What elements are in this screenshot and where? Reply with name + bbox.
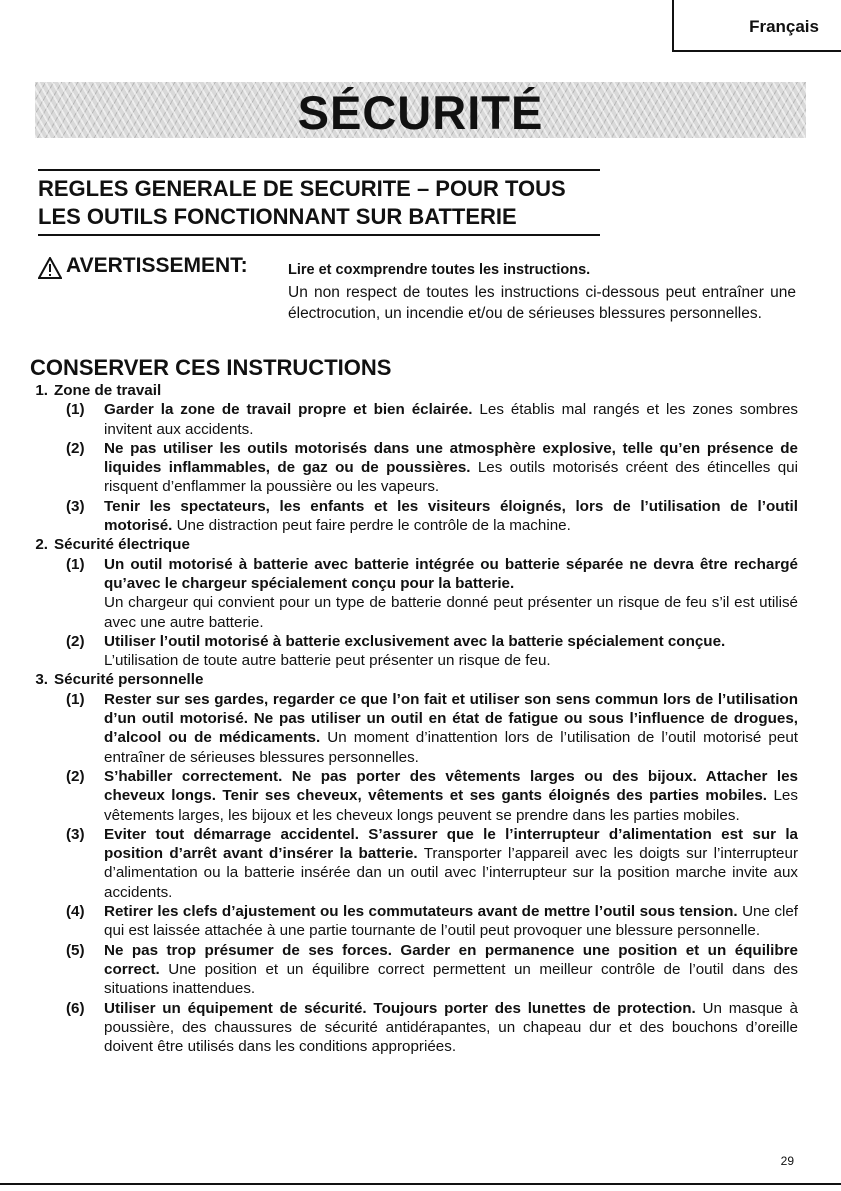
item-text: Les vêtements larges, les bijoux et les cheveux longs peuvent se prendre dans les parties mobiles. bbox=[104, 787, 798, 824]
language-label: Français bbox=[749, 17, 819, 36]
list-item bbox=[22, 439, 798, 497]
page-number: 29 bbox=[780, 1154, 794, 1168]
item-bold-text: Garder la zone de travail propre et bien éclairée. bbox=[104, 401, 473, 419]
item-number: (2) bbox=[66, 632, 85, 650]
item-bold-text: S’habiller correctement. Ne pas porter des vêtements larges ou des bijoux. Attacher les cheveux longs. Tenir ses cheveux, vêtements et ses gants éloignés des parties mobiles. bbox=[104, 767, 798, 805]
section-title: Sécurité personnelle bbox=[54, 671, 204, 689]
item-number: (6) bbox=[66, 999, 85, 1017]
item-text: Un masque à poussière, des chaussures de sécurité antidérapantes, un chapeau dur et des bouchons d’oreille doivent être utilisés dans les conditions appropriées. bbox=[104, 999, 798, 1056]
section-title: Sécurité électrique bbox=[54, 536, 190, 554]
conserver-heading: CONSERVER CES INSTRUCTIONS bbox=[30, 355, 392, 380]
title-bottom-rule bbox=[38, 234, 600, 236]
list-item bbox=[22, 632, 798, 671]
warning-lead: Lire et coxmprendre toutes les instructions. bbox=[288, 262, 591, 278]
item-number: (3) bbox=[66, 825, 85, 843]
item-text: Les outils motorisés créent des étincelles qui risquent d’enflammer la poussière ou les vapeurs. bbox=[104, 459, 798, 496]
item-number: (2) bbox=[66, 439, 85, 457]
item-number: (1) bbox=[66, 555, 85, 573]
section-number: 1. bbox=[35, 382, 48, 399]
item-bold-text: Retirer les clefs d’ajustement ou les commutateurs avant de mettre l’outil sous tension. bbox=[104, 903, 738, 921]
item-number: (5) bbox=[66, 941, 85, 959]
item-bold-text: Tenir les spectateurs, les enfants et les visiteurs éloignés, lors de l’utilisation de l’outil motorisé. bbox=[104, 497, 798, 535]
list-item bbox=[22, 555, 798, 632]
section-heading bbox=[22, 670, 798, 689]
list-item bbox=[22, 902, 798, 941]
list-item bbox=[22, 497, 798, 536]
item-text: Un chargeur qui convient pour un type de batterie donné peut présenter un risque de feu s’il est utilisé avec une autre batterie. bbox=[104, 594, 798, 631]
banner-title: SÉCURITÉ bbox=[297, 86, 544, 139]
section-number: 2. bbox=[35, 536, 48, 554]
instructions-list bbox=[22, 381, 798, 1056]
item-text: Une clef qui est laissée attachée à une partie tournante de l’outil peut provoquer une blessure personnelle. bbox=[104, 903, 798, 940]
warning-label: AVERTISSEMENT: bbox=[66, 254, 248, 277]
title-line-2: LES OUTILS FONCTIONNANT SUR BATTERIE bbox=[38, 204, 517, 229]
item-text: Les établis mal rangés et les zones sombres invitent aux accidents. bbox=[104, 401, 798, 438]
item-bold-text: Eviter tout démarrage accidentel. S’assurer que le l’interrupteur d’alimentation est sur la position d’arrêt avant d’insérer la batterie. bbox=[104, 825, 798, 863]
item-text: Un moment d’inattention lors de l’utilisation de l’outil motorisé peut entraîner de sérieuses blessures personnelles. bbox=[104, 729, 798, 766]
warning-triangle-icon bbox=[38, 257, 62, 279]
list-item bbox=[22, 941, 798, 999]
item-bold-text: Utiliser l’outil motorisé à batterie exclusivement avec la batterie spécialement conçue. bbox=[104, 632, 726, 650]
item-text: L’utilisation de toute autre batterie peut présenter un risque de feu. bbox=[104, 652, 551, 670]
section-number: 3. bbox=[35, 671, 48, 689]
warning-text: Un non respect de toutes les instructions ci-dessous peut entraîner une électrocution, un incendie et/ou de sérieuses blessures personnelles. bbox=[288, 284, 796, 322]
list-item bbox=[22, 690, 798, 767]
item-number: (1) bbox=[66, 401, 85, 419]
item-text: Une distraction peut faire perdre le contrôle de la machine. bbox=[172, 517, 571, 535]
list-item bbox=[22, 400, 798, 439]
item-number: (3) bbox=[66, 497, 85, 515]
item-bold-text: Un outil motorisé à batterie avec batterie intégrée ou batterie séparée ne devra être rechargé qu’avec le chargeur spécialement conçu pour la batterie. bbox=[104, 555, 798, 592]
section-heading bbox=[22, 381, 798, 400]
footer-rule bbox=[0, 1183, 841, 1185]
list-item bbox=[22, 999, 798, 1057]
item-number: (2) bbox=[66, 767, 85, 785]
page-title bbox=[38, 175, 566, 231]
section-banner bbox=[35, 82, 806, 138]
item-bold-text: Utiliser un équipement de sécurité. Toujours porter des lunettes de protection. bbox=[104, 999, 696, 1017]
list-item bbox=[22, 825, 798, 902]
item-text: Transporter l’appareil avec les doigts sur l’interrupteur d’alimentation ou la batterie insérée dan un outil avec l’interrupteur sur la position marche invite aux accidents. bbox=[104, 845, 799, 901]
item-number: (4) bbox=[66, 903, 85, 921]
item-text: Une position et un équilibre correct permettent un meilleur contrôle de l’outil dans des situations inattendues. bbox=[104, 960, 798, 998]
title-line-1: REGLES GENERALE DE SECURITE – POUR TOUS bbox=[38, 176, 566, 201]
language-tab bbox=[672, 0, 841, 52]
item-bold-text: Rester sur ses gardes, regarder ce que l’on fait et utiliser son sens commun lors de l’utilisation d’un outil motorisé. Ne pas utiliser un outil en état de fatigue ou sous l’influence de drogues, d’alcool ou de médicaments. bbox=[104, 690, 798, 747]
item-bold-text: Ne pas trop présumer de ses forces. Garder en permanence une position et un équilibre correct. bbox=[104, 941, 798, 978]
item-bold-text: Ne pas utiliser les outils motorisés dans une atmosphère explosive, telle qu’en présence de liquides inflammables, de gaz ou de poussières. bbox=[104, 439, 798, 477]
item-number: (1) bbox=[66, 690, 85, 708]
title-top-rule bbox=[38, 169, 600, 171]
list-item bbox=[22, 767, 798, 825]
section-heading bbox=[22, 535, 798, 554]
section-title: Zone de travail bbox=[54, 382, 162, 399]
